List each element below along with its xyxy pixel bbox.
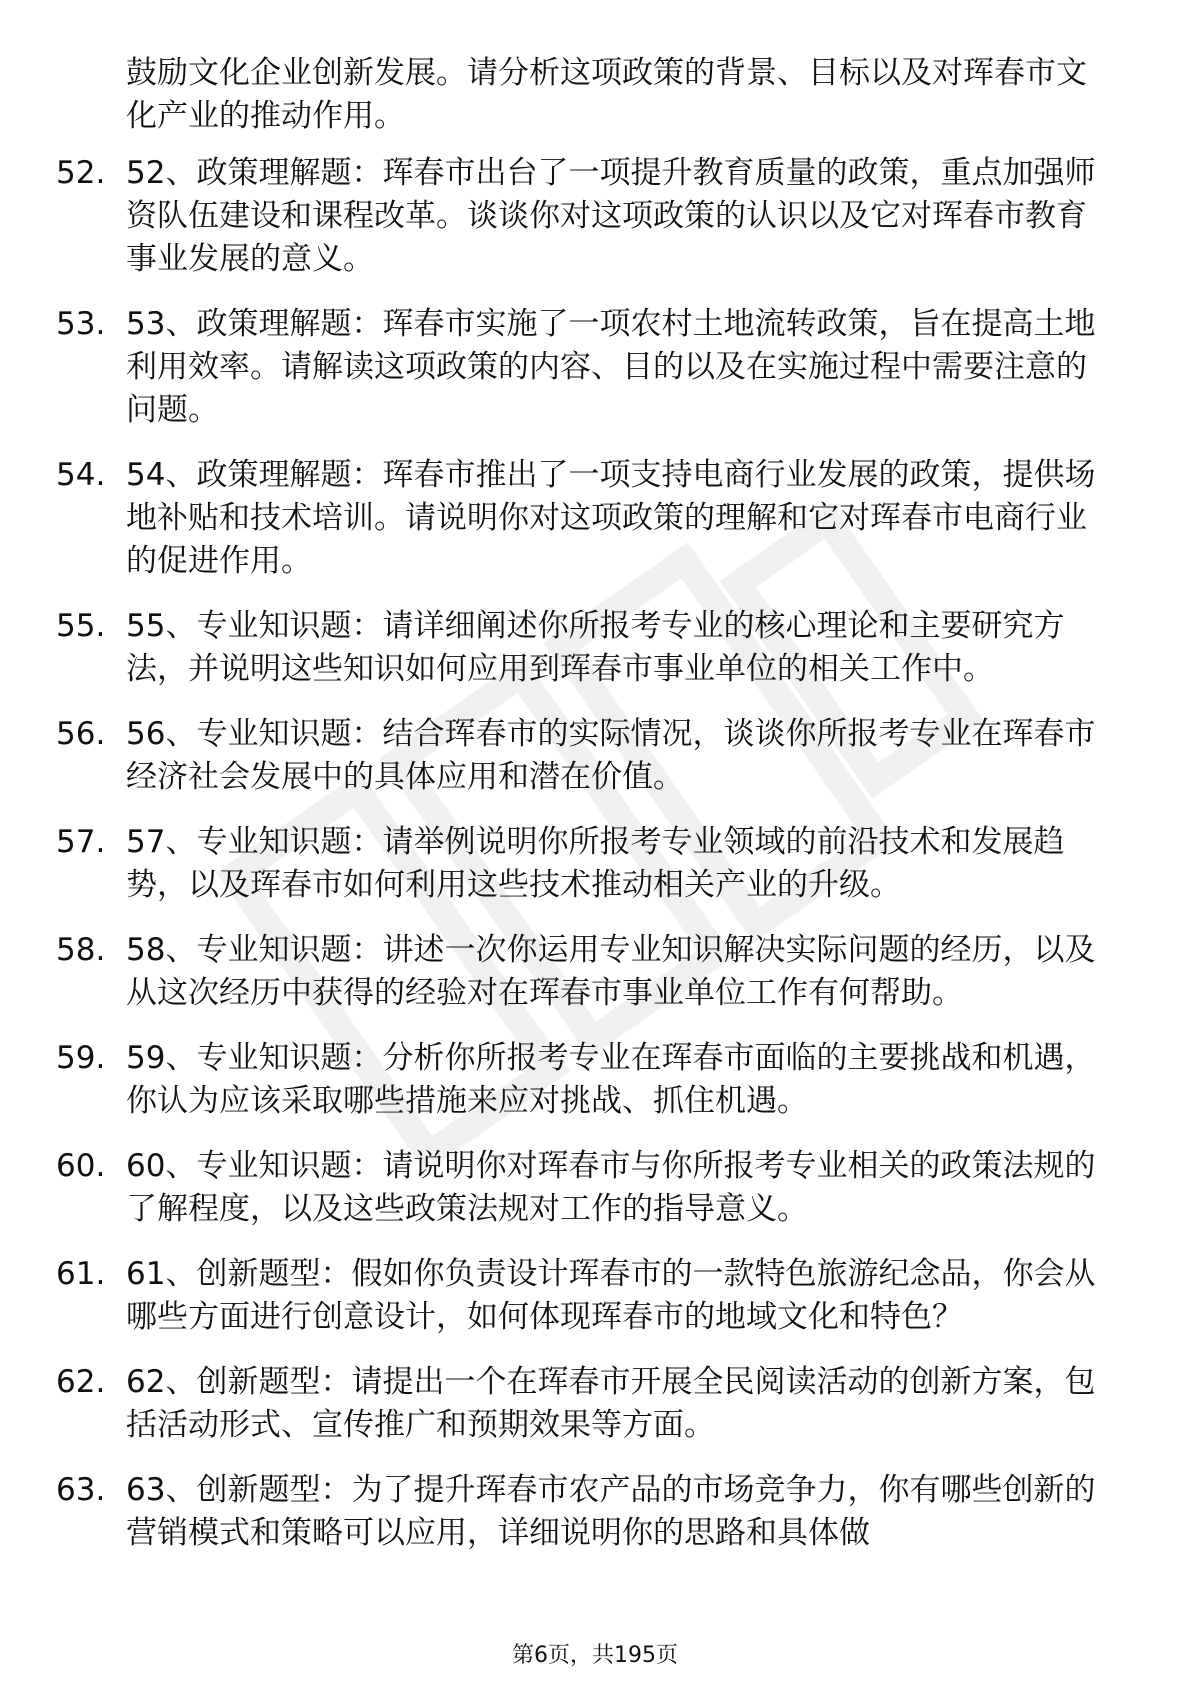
question-number: 62. (56, 1364, 106, 1400)
page-footer: 第6页，共195页 (512, 1643, 678, 1668)
question-item (0, 929, 1116, 1015)
question-number: 63. (56, 1472, 106, 1508)
question-number: 59. (56, 1040, 106, 1076)
question-item (0, 454, 1116, 583)
question-item (0, 1037, 1116, 1123)
question-text: 54、政策理解题：珲春市推出了一项支持电商行业发展的政策，提供场地补贴和技术培训。请说明你对这项政策的理解和它对珲春市电商行业的促进作用。 (126, 457, 1096, 579)
question-text: 61、创新题型：假如你负责设计珲春市的一款特色旅游纪念品，你会从哪些方面进行创意设计，如何体现珲春市的地域文化和特色？ (126, 1256, 1096, 1335)
question-item (0, 1361, 1116, 1447)
question-number: 52. (56, 155, 106, 191)
question-number: 54. (56, 457, 106, 493)
question-number: 55. (56, 608, 106, 644)
question-number: 61. (56, 1256, 106, 1292)
question-number: 56. (56, 716, 106, 752)
question-item (0, 152, 1116, 281)
question-text: 58、专业知识题：讲述一次你运用专业知识解决实际问题的经历，以及从这次经历中获得的经验对在珲春市事业单位工作有何帮助。 (126, 932, 1096, 1011)
question-text: 59、专业知识题：分析你所报考专业在珲春市面临的主要挑战和机遇，你认为应该采取哪些措施来应对挑战、抓住机遇。 (126, 1040, 1096, 1119)
question-item (0, 821, 1116, 907)
question-list (0, 152, 1190, 1577)
question-number: 53. (56, 306, 106, 342)
question-item (0, 605, 1116, 691)
question-text: 62、创新题型：请提出一个在珲春市开展全民阅读活动的创新方案，包括活动形式、宣传推广和预期效果等方面。 (126, 1364, 1096, 1443)
question-text: 53、政策理解题：珲春市实施了一项农村土地流转政策，旨在提高土地利用效率。请解读这项政策的内容、目的以及在实施过程中需要注意的问题。 (126, 306, 1096, 428)
question-text: 60、专业知识题：请说明你对珲春市与你所报考专业相关的政策法规的了解程度，以及这些政策法规对工作的指导意义。 (126, 1148, 1096, 1227)
continuation-text: 鼓励文化企业创新发展。请分析这项政策的背景、目标以及对珲春市文化产业的推动作用。 (126, 55, 1087, 134)
question-number: 57. (56, 824, 106, 860)
question-text: 56、专业知识题：结合珲春市的实际情况，谈谈你所报考专业在珲春市经济社会发展中的具体应用和潜在价值。 (126, 716, 1096, 795)
question-text: 63、创新题型：为了提升珲春市农产品的市场竞争力，你有哪些创新的营销模式和策略可以应用，详细说明你的思路和具体做 (126, 1472, 1096, 1551)
question-item (0, 1253, 1116, 1339)
question-text: 55、专业知识题：请详细阐述你所报考专业的核心理论和主要研究方法，并说明这些知识如何应用到珲春市事业单位的相关工作中。 (126, 608, 1065, 687)
question-item (0, 1469, 1116, 1555)
question-text: 57、专业知识题：请举例说明你所报考专业领域的前沿技术和发展趋势，以及珲春市如何利用这些技术推动相关产业的升级。 (126, 824, 1065, 903)
question-number: 60. (56, 1148, 106, 1184)
question-item (0, 713, 1116, 799)
question-text: 52、政策理解题：珲春市出台了一项提升教育质量的政策，重点加强师资队伍建设和课程改革。谈谈你对这项政策的认识以及它对珲春市教育事业发展的意义。 (126, 155, 1096, 277)
question-item (0, 303, 1116, 432)
question-item (0, 1145, 1116, 1231)
question-number: 58. (56, 932, 106, 968)
